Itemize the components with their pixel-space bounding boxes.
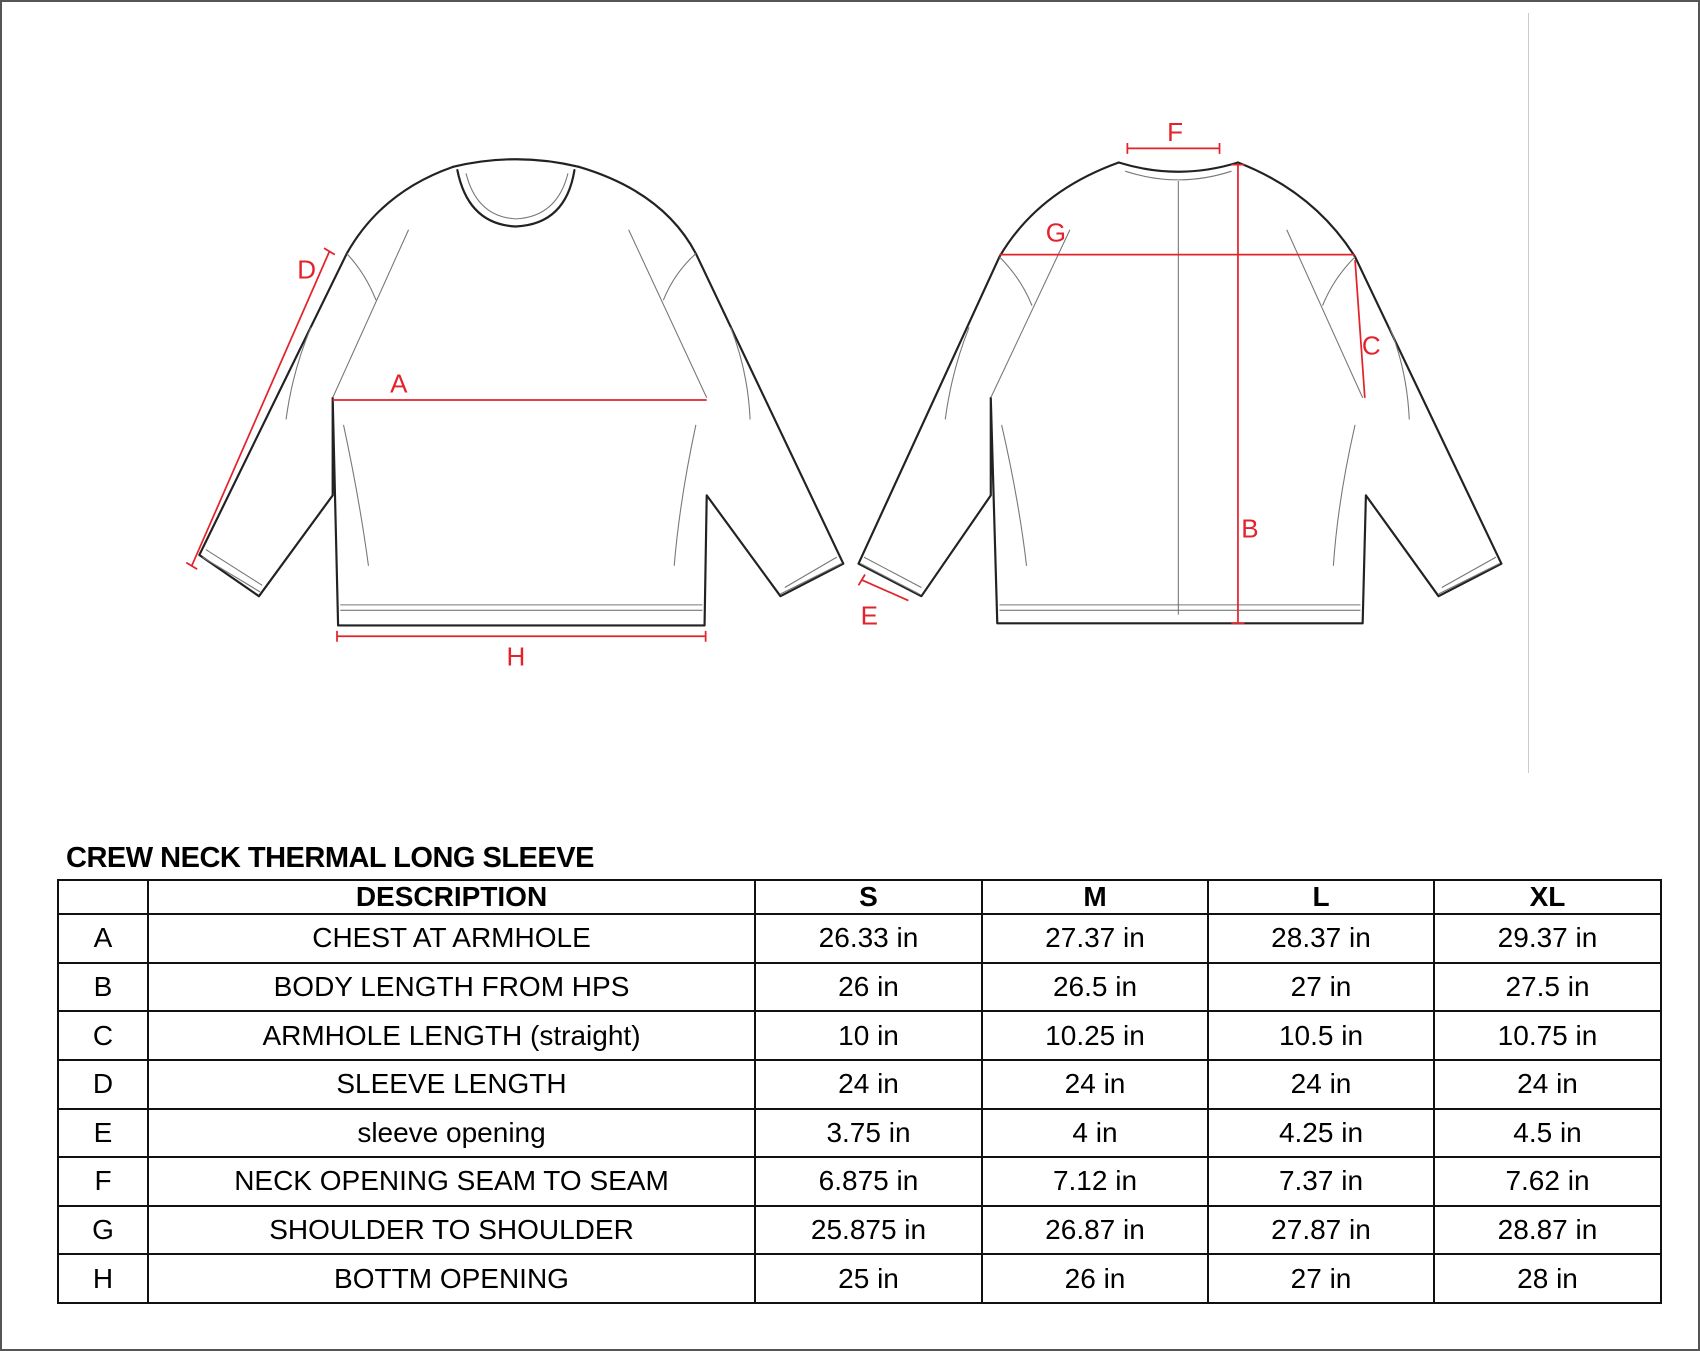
measurement-lines [186, 117, 1380, 672]
chart-title: CREW NECK THERMAL LONG SLEEVE [66, 842, 594, 874]
cell-m: 26.87 in [982, 1206, 1208, 1255]
cell-xl: 24 in [1434, 1060, 1661, 1109]
cell-s: 24 in [755, 1060, 982, 1109]
cell-xl: 7.62 in [1434, 1157, 1661, 1206]
cell-code: B [58, 963, 148, 1012]
cell-description: CHEST AT ARMHOLE [148, 914, 755, 963]
table-header-row [58, 880, 1661, 914]
cell-xl: 4.5 in [1434, 1109, 1661, 1158]
label-b: B [1241, 513, 1259, 544]
table-row [58, 1206, 1661, 1255]
cell-description: SLEEVE LENGTH [148, 1060, 755, 1109]
cell-l: 10.5 in [1208, 1011, 1434, 1060]
cell-xl: 29.37 in [1434, 914, 1661, 963]
divider-line [1528, 13, 1529, 773]
cell-s: 25 in [755, 1254, 982, 1303]
cell-m: 26.5 in [982, 963, 1208, 1012]
cell-xl: 10.75 in [1434, 1011, 1661, 1060]
cell-l: 7.37 in [1208, 1157, 1434, 1206]
cell-code: H [58, 1254, 148, 1303]
header-m: M [982, 880, 1208, 914]
cell-description: BODY LENGTH FROM HPS [148, 963, 755, 1012]
cell-s: 3.75 in [755, 1109, 982, 1158]
cell-s: 26.33 in [755, 914, 982, 963]
cell-l: 27.87 in [1208, 1206, 1434, 1255]
header-l: L [1208, 880, 1434, 914]
label-h: H [506, 641, 526, 672]
cell-xl: 28.87 in [1434, 1206, 1661, 1255]
label-a: A [390, 368, 408, 399]
cell-description: BOTTM OPENING [148, 1254, 755, 1303]
table-row [58, 1254, 1661, 1303]
cell-m: 10.25 in [982, 1011, 1208, 1060]
cell-code: G [58, 1206, 148, 1255]
cell-m: 7.12 in [982, 1157, 1208, 1206]
cell-l: 27 in [1208, 1254, 1434, 1303]
cell-m: 26 in [982, 1254, 1208, 1303]
cell-l: 4.25 in [1208, 1109, 1434, 1158]
label-e: E [860, 600, 879, 631]
cell-code: E [58, 1109, 148, 1158]
header-description: DESCRIPTION [148, 880, 755, 914]
cell-s: 10 in [755, 1011, 982, 1060]
cell-m: 27.37 in [982, 914, 1208, 963]
cell-xl: 27.5 in [1434, 963, 1661, 1012]
cell-code: D [58, 1060, 148, 1109]
front-shirt-drawing [199, 159, 843, 625]
cell-code: C [58, 1011, 148, 1060]
cell-xl: 28 in [1434, 1254, 1661, 1303]
cell-m: 4 in [982, 1109, 1208, 1158]
cell-description: sleeve opening [148, 1109, 755, 1158]
table-row [58, 963, 1661, 1012]
cell-s: 26 in [755, 963, 982, 1012]
cell-l: 24 in [1208, 1060, 1434, 1109]
label-d: D [297, 254, 317, 285]
header-xl: XL [1434, 880, 1661, 914]
cell-description: SHOULDER TO SHOULDER [148, 1206, 755, 1255]
table-row [58, 1060, 1661, 1109]
cell-l: 27 in [1208, 963, 1434, 1012]
cell-description: ARMHOLE LENGTH (straight) [148, 1011, 755, 1060]
label-f: F [1167, 116, 1184, 147]
header-code [58, 880, 148, 914]
table-row [58, 1157, 1661, 1206]
cell-l: 28.37 in [1208, 914, 1434, 963]
label-c: C [1361, 330, 1381, 361]
back-shirt-drawing [859, 163, 1502, 624]
header-s: S [755, 880, 982, 914]
cell-m: 24 in [982, 1060, 1208, 1109]
cell-description: NECK OPENING SEAM TO SEAM [148, 1157, 755, 1206]
label-g: G [1045, 217, 1066, 248]
cell-s: 6.875 in [755, 1157, 982, 1206]
table-row [58, 1011, 1661, 1060]
table-row [58, 914, 1661, 963]
size-table [57, 879, 1662, 1304]
table-row [58, 1109, 1661, 1158]
cell-code: F [58, 1157, 148, 1206]
cell-code: A [58, 914, 148, 963]
cell-s: 25.875 in [755, 1206, 982, 1255]
